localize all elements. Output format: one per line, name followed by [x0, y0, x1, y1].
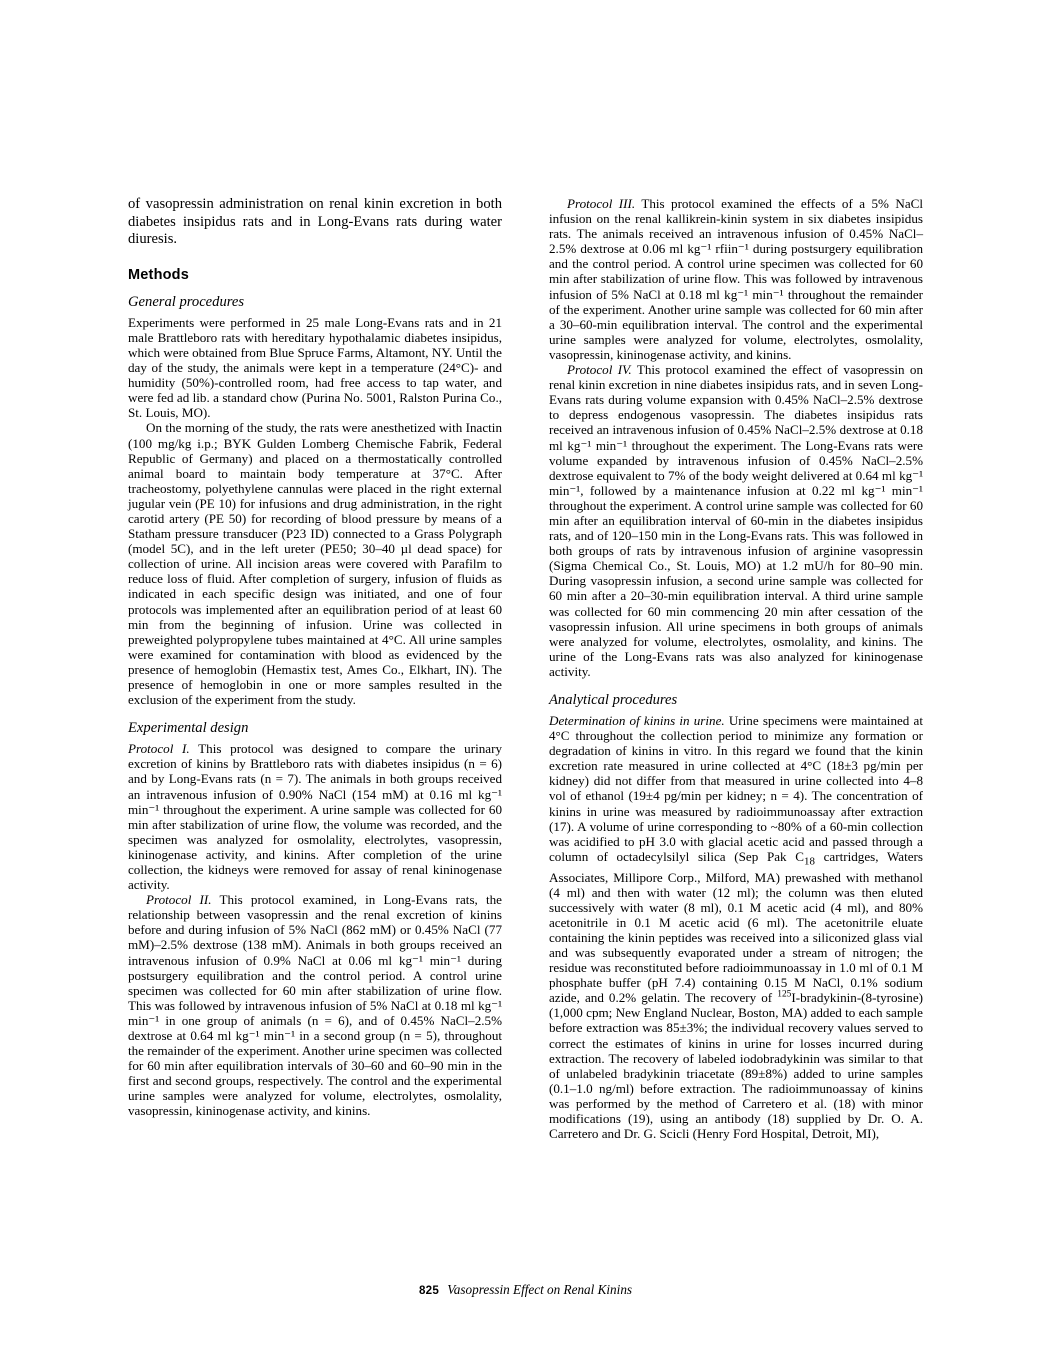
protocol-3-text: This protocol examined the effects of a 5% NaCl infusion on the renal kallikrein-kinin system in six diabetes insipidus rats. The animals received an intravenous infusion of 0.45% NaCl–2.5% dextrose at 0.06 ml kg⁻¹ rfiin⁻¹ during postsurgery equilibration and the control period. A control urine specimen was collected for 60 min after stabilization of urine flow. This was followed by intravenous infusion of 5% NaCl at 0.18 ml kg⁻¹ min⁻¹ throughout the remainder of the experiment. Another urine sample was collected for 60 min after a 30–60-min equilibration interval. The control and the experimental urine samples were analyzed for volume, electrolytes, osmolality, vasopressin, kininogenase activity, and kinins.	[549, 196, 923, 362]
determination-text-2: cartridges, Waters Associates, Millipore Corp., Milford, MA) prewashed with methanol (4 ml) and then with water (12 ml); the column was then eluted successively with water (8 ml), 0.1 M acetic acid (4 ml), and 80% acetonitrile in 0.1 M acetic acid (6 ml). The acetonitrile eluate containing the kinin peptides was received into a siliconized glass vial and was subsequently evaporated under a stream of nitrogen; the residue was reconstituted before radioimmunoassay in 1.0 ml of 0.1 M phosphate buffer (pH 7.4) containing 0.15 M NaCl, 0.1% sodium azide, and 0.2% gelatin. The recovery of	[549, 848, 923, 1006]
determination-superscript-125: 125	[777, 989, 792, 1000]
determination-text-3: I-bradykinin-(8-tyrosine) (1,000 cpm; New England Nuclear, Boston, MA) added to each sample before extraction was 85±3%; the individual recovery values served to correct the estimates of kinins in urine for losses incurred during extraction. The recovery of labeled iodobradykinin was similar to that of unlabeled bradykinin triacetate (89±8%) added to urine samples (0.1–1.0 ng/ml) before extraction. The radioimmunoassay of kinins was performed by the method of Carretero et al. (18) with minor modifications (19), using an antibody (18) supplied by Dr. O. A. Carretero and Dr. G. Scicli (Henry Ford Hospital, Detroit, MI),	[549, 990, 923, 1142]
determination-text-1: Urine specimens were maintained at 4°C throughout the collection period to minimize any formation or degradation of kinins in vitro. In this regard we found that the kinin excretion rate measured in urine collected at 4°C (18±3 pg/min per kidney) did not differ from that measured in urine collected into 4–8 vol of ethanol (19±4 pg/min per kidney; n = 4). The concentration of kinins in urine was measured by radioimmunoassay after extraction (17). A volume of urine corresponding to ~80% of a 60-min collection was acidified to pH 3.0 with glacial acetic acid and passed through a column of octadecylsilyl silica (Sep Pak C	[549, 713, 923, 864]
protocol-3-label: Protocol III.	[567, 196, 636, 211]
protocol-2-text: This protocol examined, in Long-Evans rats, the relationship between vasopressin and the renal excretion of kinins before and during infusion of 5% NaCl (862 mM) or 0.45% NaCl (77 mM)–2.5% dextrose (138 mM). Animals in both groups received an intravenous infusion of 0.9% NaCl at 0.06 ml kg⁻¹ min⁻¹ during postsurgery equilibration and the control period. A control urine specimen was collected for 60 min after stabilization of urine flow. This was followed by intravenous infusion of 5% NaCl at 0.18 ml kg⁻¹ min⁻¹ in one group of animals (n = 6), and of 0.45% NaCl–2.5% dextrose at 0.64 ml kg⁻¹ min⁻¹ in a second group (n = 5), throughout the remainder of the experiment. Another urine specimen was collected for 60 min after equilibration intervals of 30–60 and 60–90 min in the first and second groups, respectively. The control and the experimental urine samples were analyzed for volume, electrolytes, osmolality, vasopressin, kininogenase activity, and kinins.	[128, 892, 502, 1119]
paragraph-general-procedures-2: On the morning of the study, the rats were anesthetized with Inactin (100 mg/kg i.p.; BYK Gulden Lomberg Chemische Fabrik, Federal Republic of Germany) and placed on a thermostatically controlled animal board to maintain body temperature at 37°C. After tracheostomy, polyethylene cannulas were placed in the right external jugular vein (PE 10) for infusions and drug administration, in the right carotid artery (PE 50) for recording of blood pressure by means of a Statham pressure transducer (P23 ID) connected to a Grass Polygraph (model 5C), and in the left ureter (PE50; 30–40 µl dead space) for collection of urine. All incision areas were covered with Parafilm to reduce loss of fluid. After completion of surgery, infusion of fluids as indicated in each specific design was initiated, and one of four protocols was implemented after an equilibration period of at least 60 min from the beginning of infusion. Urine was collected in preweighted polypropylene tubes maintained at 4°C. All urine samples were examined for contamination with blood as evidenced by the presence of hemoglobin (Hemastix test, Ames Co., Elkhart, IN). The presence of hemoglobin in one or more samples resulted in the exclusion of the experiment from the study.	[128, 420, 502, 708]
paragraph-protocol-3	[549, 196, 923, 362]
footer-running-head: Vasopressin Effect on Renal Kinins	[447, 1282, 633, 1297]
subsection-heading-experimental-design: Experimental design	[128, 720, 249, 737]
lead-paragraph: of vasopressin administration on renal kinin excretion in both diabetes insipidus rats and in Long-Evans rats during water diuresis.	[128, 196, 502, 248]
protocol-1-text: This protocol was designed to compare the urinary excretion of kinins by Brattleboro rats with diabetes insipidus (n = 6) and by Long-Evans rats (n = 7). The animals in both groups received an intravenous infusion of 0.90% NaCl (154 mM) at 0.16 ml kg⁻¹ min⁻¹ throughout the experiment. A urine sample was collected for 60 min after stabilization of urine flow, the volume was recorded, and the specimen was analyzed for osmolality, electrolytes, vasopressin, kininogenase activity, and kinins. After completion of the urine collection, the kidneys were removed for assay of renal kininogenase activity.	[128, 741, 502, 893]
paragraph-determination-of-kinins	[549, 713, 923, 1141]
subsection-heading-analytical-procedures: Analytical procedures	[549, 692, 678, 708]
determination-subscript-18: 18	[804, 855, 815, 868]
section-heading-methods: Methods	[128, 266, 190, 283]
paragraph-protocol-1	[128, 741, 502, 892]
protocol-4-label: Protocol IV.	[567, 362, 632, 378]
protocol-4-text: This protocol examined the effect of vasopressin on renal kinin excretion in nine diabetes insipidus rats, and in seven Long-Evans rats during volume expansion with 0.45% NaCl–2.5% dextrose to depress endogenous vasopressin. The diabetes insipidus rats received an intravenous infusion of 0.45% NaCl–2.5% dextrose at 0.18 ml kg⁻¹ min⁻¹ throughout the experiment. The Long-Evans rats were volume expanded by intravenous infusion of 0.45% NaCl–2.5% dextrose equivalent to 7% of the body weight delivered at 0.64 ml kg⁻¹ min⁻¹, followed by a maintenance infusion at 0.22 ml kg⁻¹ min⁻¹ throughout the experiment. A control urine sample was collected for 60 min after an equilibration interval of 60-min in the diabetes insipidus rats, and of 120–150 min in the Long-Evans rats. This was followed in both groups of rats by intravenous infusion of arginine vasopressin (Sigma Chemical Co., St. Louis, MO) at 1.2 mU/h for 80–90 min. During vasopressin infusion, a second urine sample was collected for 60 min after a 20–30-min equilibration interval. A third urine sample was collected for 60 min commencing 20 min after cessation of the vasopressin infusion. All urine specimens in both groups of animals were analyzed for volume, electrolytes, osmolality, and kinins. The urine of the Long-Evans rats was also analyzed for kininogenase activity.	[549, 362, 923, 679]
paragraph-protocol-2	[128, 892, 502, 1118]
subsection-heading-general-procedures: General procedures	[128, 293, 245, 310]
paragraph-general-procedures-1: Experiments were performed in 25 male Long-Evans rats and in 21 male Brattleboro rats with hereditary hypothalamic diabetes insipidus, which were obtained from Blue Spruce Farms, Altamont, NY. Until the day of the study, the animals were kept in a temperature (24°C)- and humidity (50%)-controlled room, had free access to tap water, and were fed ad lib. a standard chow (Purina No. 5001, Ralston Purina Co., St. Louis, MO).	[128, 314, 502, 421]
determination-label: Determination of kinins in urine.	[549, 713, 725, 728]
footer-page-number: 825	[418, 1284, 440, 1297]
left-column	[128, 196, 502, 1196]
paragraph-protocol-4	[549, 362, 923, 679]
protocol-2-label: Protocol II.	[146, 892, 212, 908]
right-column	[549, 196, 923, 1196]
protocol-1-label: Protocol I.	[128, 741, 190, 757]
page-footer	[0, 1282, 1051, 1298]
two-column-body	[128, 196, 923, 1196]
